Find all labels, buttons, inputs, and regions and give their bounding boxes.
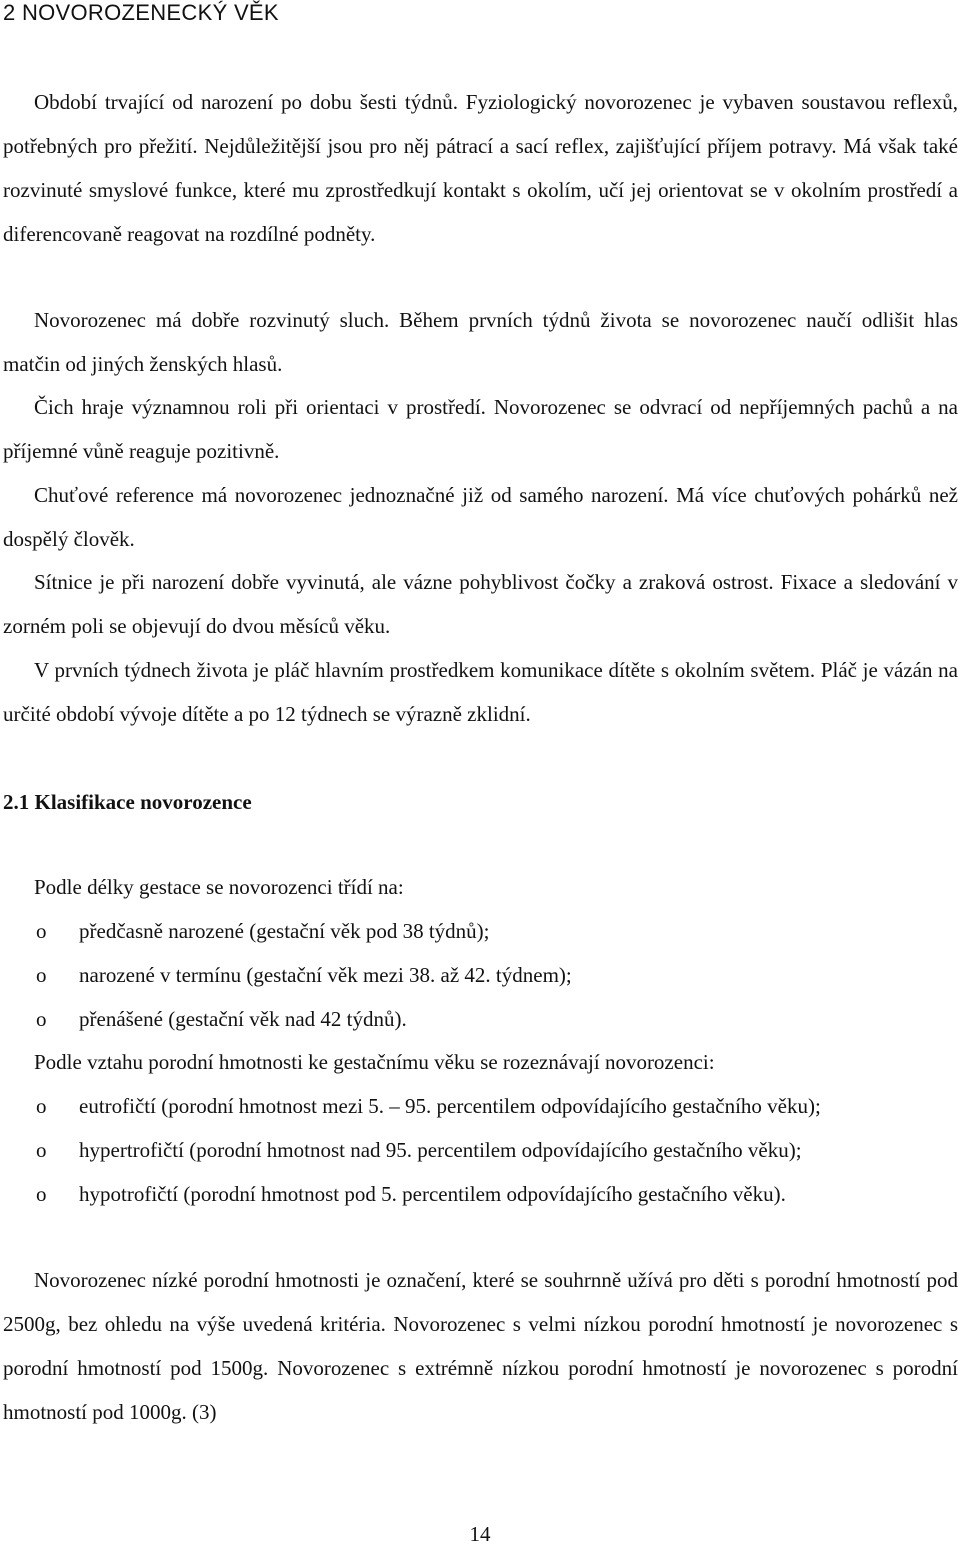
bullet-icon: o [36,963,47,987]
list-item: o přenášené (gestační věk nad 42 týdnů). [3,997,958,1041]
bullet-icon: o [36,1007,47,1031]
bullet-icon: o [36,1094,47,1118]
bullet-icon: o [36,919,47,943]
gestation-list [3,909,958,1041]
list-item: o předčasně narozené (gestační věk pod 38 týdnů); [3,909,958,953]
paragraph-birth-weight: Novorozenec nízké porodní hmotnosti je označení, které se souhrnně užívá pro děti s porodní hmotností pod 2500g, bez ohledu na výše uvedená kritéria. Novorozenec s velmi nízkou porodní hmotností je novorozenec s porodní hmotností pod 1500g. Novorozenec s extrémně nízkou porodní hmotností je novorozenec s porodní hmotností pod 1000g. (3) [3,1268,958,1424]
paragraph-taste: Chuťové reference má novorozenec jednoznačné již od samého narození. Má více chuťových pohárků než dospělý člověk. [3,483,958,551]
paragraph-smell: Čich hraje významnou roli při orientaci v prostředí. Novorozenec se odvrací od nepříjemných pachů a na příjemné vůně reaguje pozitivně. [3,395,958,463]
weight-list [3,1084,958,1216]
page-number: 14 [469,1522,491,1546]
paragraph-hearing: Novorozenec má dobře rozvinutý sluch. Během prvních týdnů života se novorozenec naučí odlišit hlas matčin od jiných ženských hlasů. [3,308,958,376]
section-heading: 2.1 Klasifikace novorozence [3,790,252,814]
paragraph-vision: Sítnice je při narození dobře vyvinutá, ale vázne pohyblivost čočky a zraková ostrost. Fixace a sledování v zorném poli se objevují do dvou měsíců věku. [3,570,958,638]
gestation-intro: Podle délky gestace se novorozenci třídí na: [34,875,404,899]
weight-intro: Podle vztahu porodní hmotnosti ke gestačnímu věku se rozeznávají novorozenci: [34,1050,715,1074]
bullet-icon: o [36,1182,47,1206]
chapter-heading: 2 NOVOROZENECKÝ VĚK [3,0,279,25]
paragraph-intro: Období trvající od narození po dobu šesti týdnů. Fyziologický novorozenec je vybaven soustavou reflexů, potřebných pro přežití. Nejdůležitější jsou pro něj pátrací a sací reflex, zajišťující příjem potravy. Má však také rozvinuté smyslové funkce, které mu zprostředkují kontakt s okolím, učí jej orientovat se v okolním prostředí a diferencovaně reagovat na rozdílné podněty. [3,90,958,246]
bullet-icon: o [36,1138,47,1162]
list-item: o hypertrofičtí (porodní hmotnost nad 95. percentilem odpovídajícího gestačního věku); [3,1128,958,1172]
list-item: o hypotrofičtí (porodní hmotnost pod 5. percentilem odpovídajícího gestačního věku). [3,1172,958,1216]
list-item: o narozené v termínu (gestační věk mezi 38. až 42. týdnem); [3,953,958,997]
list-item: o eutrofičtí (porodní hmotnost mezi 5. – 95. percentilem odpovídajícího gestačního věku); [3,1084,958,1128]
paragraph-crying: V prvních týdnech života je pláč hlavním prostředkem komunikace dítěte s okolním světem. Pláč je vázán na určité období vývoje dítěte a po 12 týdnech se výrazně zklidní. [3,658,958,726]
